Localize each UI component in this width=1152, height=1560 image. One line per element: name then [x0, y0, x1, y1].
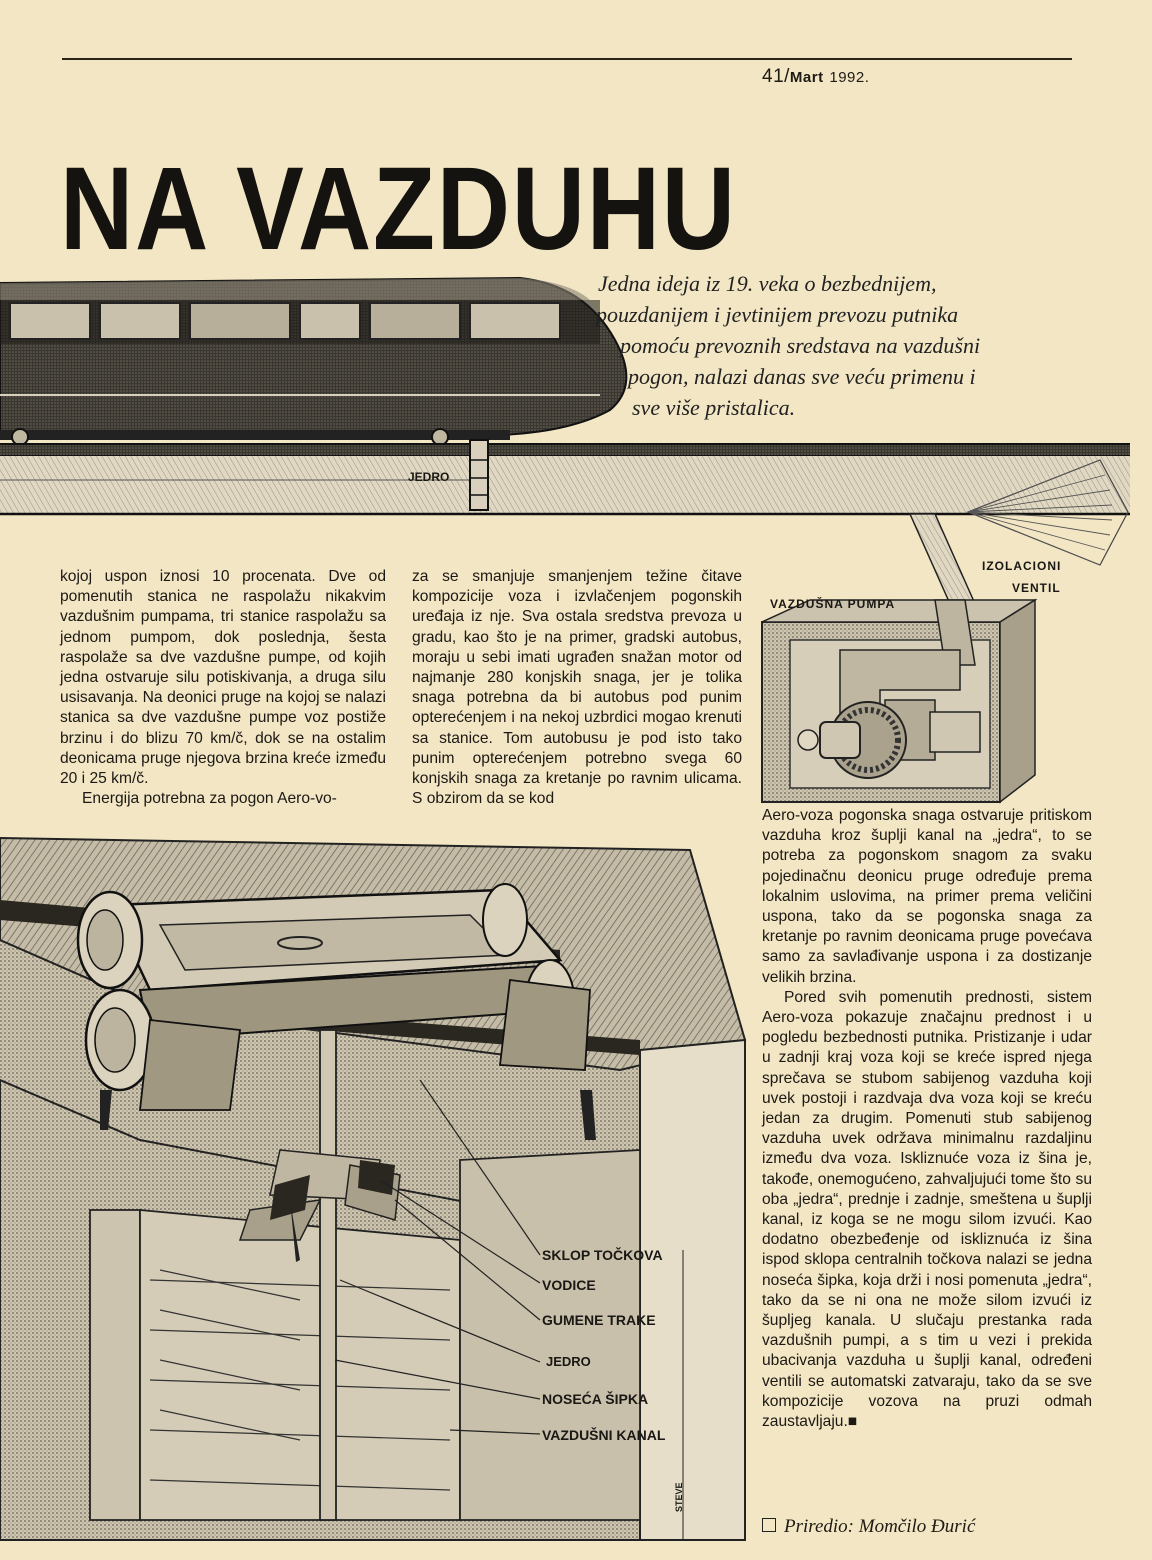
body-paragraph: za se smanjuje smanjenjem težine čitave kompozicije voza i izvlačenjem pogonskih uređaja iz nje. Sva ostala sredstva prevoza u gradu, kao što je na primer, gradski autobus, moraju u sebi imati ugrađen snažan motor od najmanje 280 konjskih snaga, jer je tolika snaga potrebna da bi autobus pod punim opterećenjem i na nekoj uzbrdici mogao krenuti sa stanice. Tom autobusu je pod isto tako punim opterećenjem potrebno svega 60 konjskih snaga za kretanje po ravnim ulicama. S obzirom da se kod [412, 568, 742, 808]
lead-line: pomoću prevoznih sredstava na vazdušni [620, 333, 981, 358]
author-credit [762, 1516, 975, 1538]
label-jedro-top: JEDRO [408, 470, 450, 484]
headline: NA VAZDUHU [60, 143, 737, 275]
label-jedro-bottom: JEDRO [546, 1354, 591, 1369]
lead-line: pouzdanijem i jevtinijem prevozu putnika [596, 302, 959, 327]
page-number-value: 41/ [762, 66, 790, 87]
label-gumene-trake: GUMENE TRAKE [542, 1312, 656, 1328]
issue-month: Mart [789, 69, 824, 86]
artist-signature: STEVE [674, 1482, 684, 1512]
label-sklop-tockova: SKLOP TOČKOVA [542, 1247, 663, 1263]
lead-line: sve više pristalica. [632, 395, 796, 420]
credit-square-icon [762, 1518, 776, 1532]
body-paragraph: Aero-voza pogonska snaga ostvaruje pritiskom vazduha kroz šuplji kanal na „jedra“, to se potreba za pogonskom snagom za svaku pojedinačnu deonicu pruge određuje prema lokalnim uslovima, na primer prema veličini uspona, tako da se pogonska snaga za kretanje po ravnim deonicama pruge povećava samo za savlađivanje uspona i za dostizanje velikih brzina. [762, 807, 1092, 986]
body-column-2 [412, 567, 742, 809]
label-vazdusna-pumpa: VAZDUŠNA PUMPA [770, 597, 896, 611]
pump-illustration [762, 600, 1035, 802]
label-ventil: VENTIL [1012, 581, 1061, 595]
body-paragraph: Pored svih pomenutih prednosti, sistem Aero-voza pokazuje značajnu prednost i u pogledu bezbednosti putnika. Pristizanje i udar u zadnji kraj voza koji se kreće ispred njega sprečava se stubom sabijenog vazduha koji uvek postoji i razdvaja dva voza koji se kreću jedan za drugim. Pomenuti stub sabijenog vazduha uvek održava minimalnu razdaljinu između dva voza. Iskliznuće voza iz šina je, takođe, onemogućeno, zahvaljujući tome što su oba „jedra“, prednje i zadnje, smeštena u šuplji kanal, iz koga se ne mogu silom izvući. Kao dodatno obezbeđenje od iskliznuća iz šina ispod sklopa centralnih točkova nalazi se jedna noseća šipka, koja drži i nosi pomenuta „jedra“, tako da se ni ona ne može silom izvući iz šupljeg kanala. U slučaju prestanka rada vazdušnih pumpi, a s tim u vezi i prekida ubacivanja vazduha u šuplji kanal, određeni ventili se automatski zatvaraju, tako da se sve kompozicije vozova na pruzi odmah zaustavljaju.■ [762, 988, 1092, 1431]
lead-paragraph [560, 268, 1145, 423]
label-vodice: VODICE [542, 1277, 596, 1293]
lead-line: Jedna ideja iz 19. veka o bezbednijem, [598, 271, 937, 296]
lead-line: pogon, nalazi danas sve veću primenu i [628, 364, 976, 389]
body-paragraph: Energija potrebna za pogon Aero-vo- [82, 790, 337, 808]
label-vazdusni-kanal: VAZDUŠNI KANAL [542, 1427, 666, 1443]
body-paragraph: kojoj uspon iznosi 10 procenata. Dve od pomenutih stanica ne raspolažu nikakvim vazdušnim pumpama, tri stanice raspolažu sa jednom pumpom, dok poslednja, šesta raspolaže sa dve vazdušne pumpe, od kojih jedna ostvaruje silu potiskivanja, a druga silu usisavanja. Na deonici pruge na kojoj se nalazi stanica sa dve vazdušne pumpe voz postiže brzinu i do blizu 70 km/č, dok se na ostalim deonicama pruge njegova brzina kreće između 20 i 25 km/č. [60, 568, 386, 788]
body-column-1 [60, 567, 386, 809]
body-column-3 [762, 806, 1092, 1432]
issue-year: 1992. [829, 69, 870, 86]
label-noseca-sipka: NOSEĆA ŠIPKA [542, 1391, 649, 1407]
label-izolacioni: IZOLACIONI [982, 559, 1062, 573]
author-name: Priredio: Momčilo Đurić [784, 1516, 976, 1537]
train-illustration [0, 278, 626, 445]
